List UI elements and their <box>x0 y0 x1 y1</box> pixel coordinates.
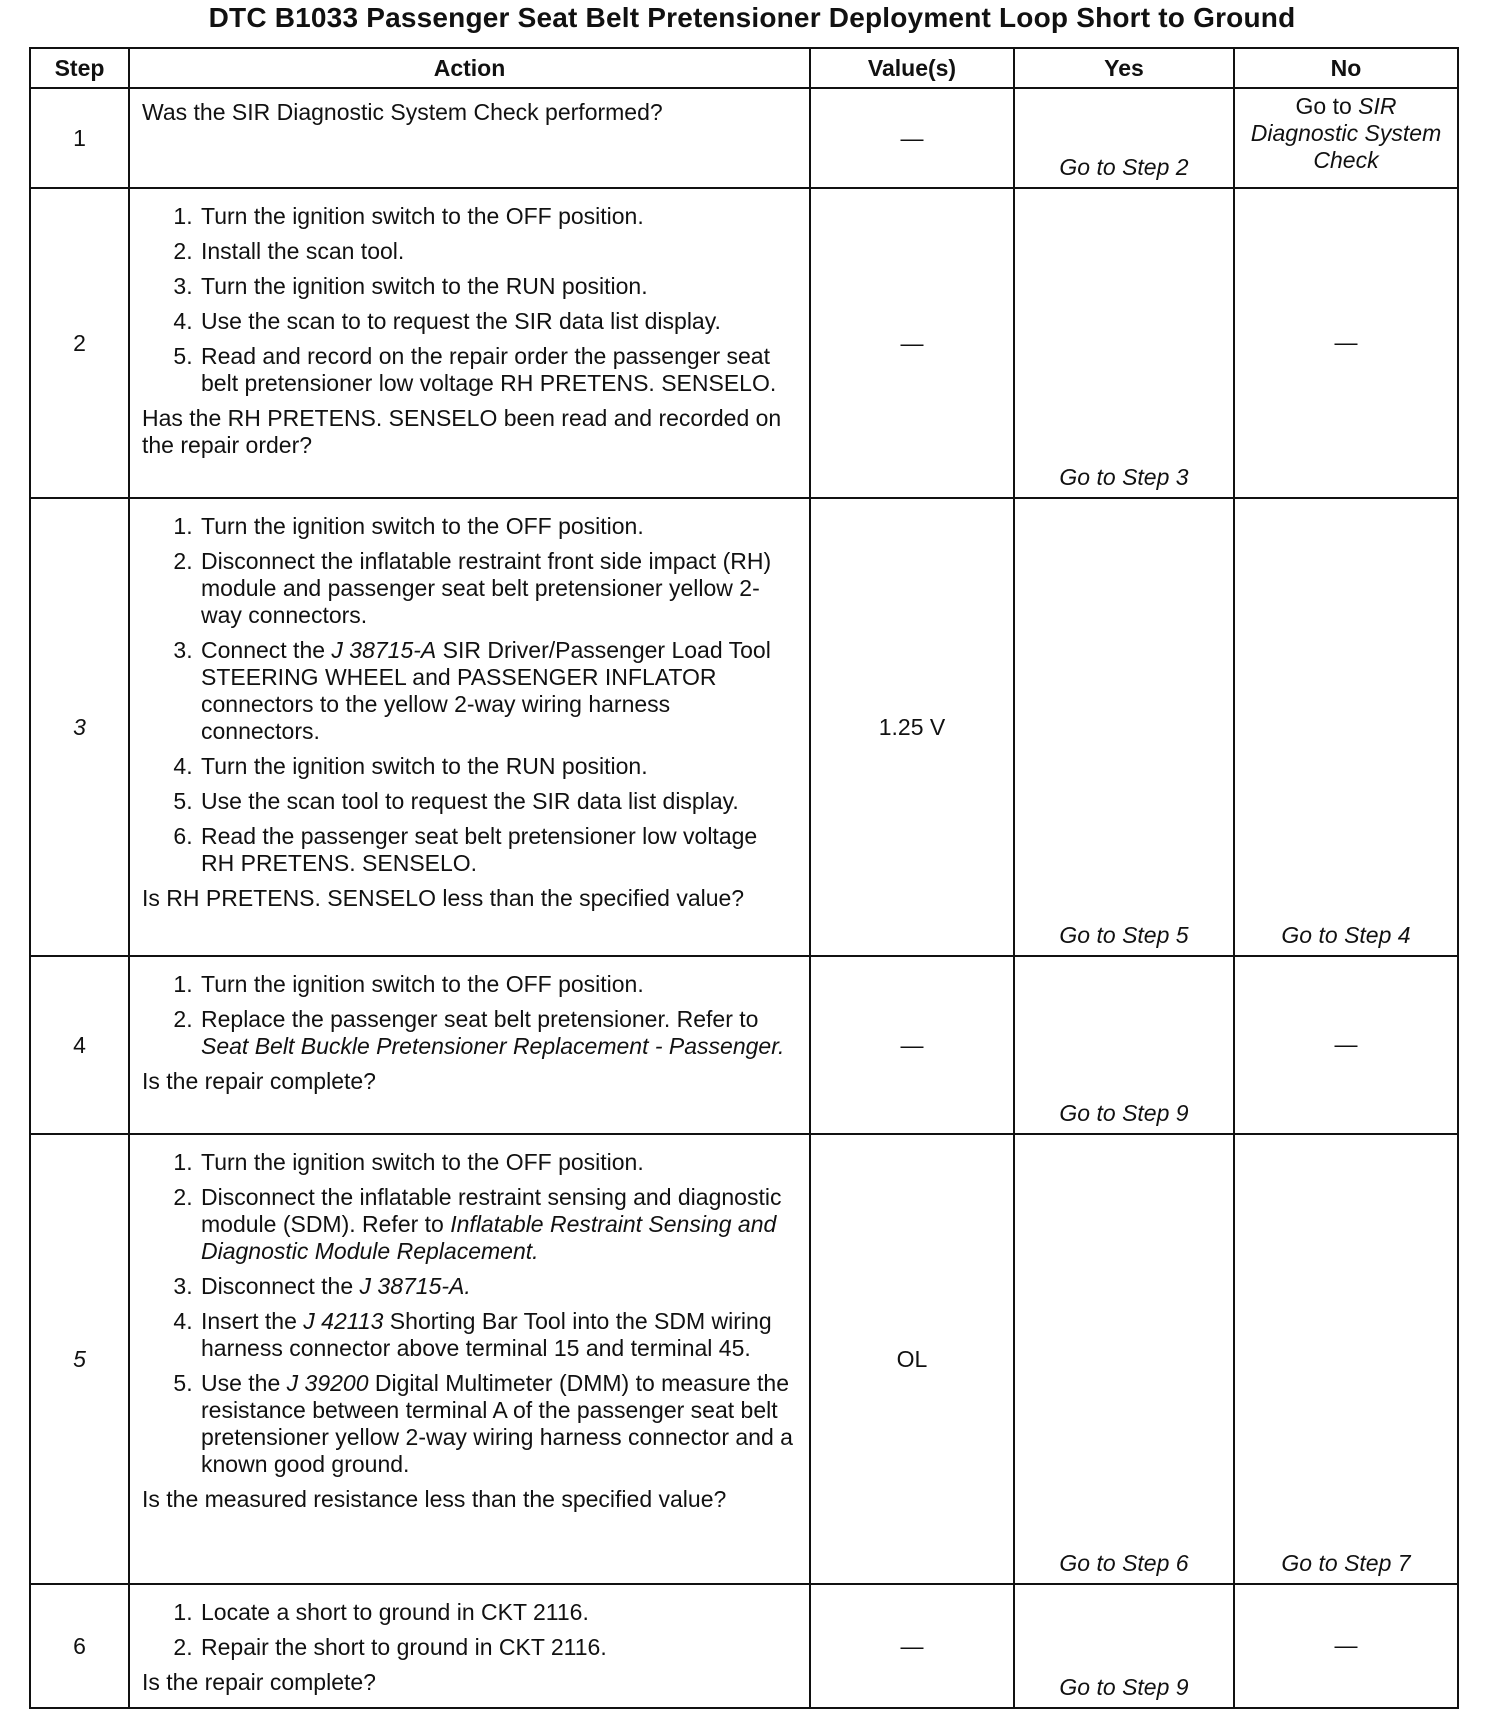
table-row <box>30 956 1458 1134</box>
yes-cell: Go to Step 9 <box>1014 956 1234 1134</box>
action-item: 2. Replace the passenger seat belt pretensioner. Refer to Seat Belt Buckle Pretensioner Replacement - Passenger. <box>199 1006 793 1060</box>
procedure-ref: Inflatable Restraint Sensing and Diagnostic Module Replacement. <box>201 1211 777 1264</box>
action-question: Is the measured resistance less than the specified value? <box>142 1486 727 1512</box>
table-row <box>30 1134 1458 1584</box>
yes-cell: Go to Step 5 <box>1014 498 1234 956</box>
action-question: Is the repair complete? <box>142 1669 376 1695</box>
no-link: SIR Diagnostic System Check <box>1250 93 1442 173</box>
action-item: 4. Use the scan to to request the SIR data list display. <box>199 308 793 335</box>
action-item: 3. Turn the ignition switch to the RUN position. <box>199 273 793 300</box>
procedure-ref: Seat Belt Buckle Pretensioner Replacement - Passenger. <box>201 1033 785 1059</box>
yes-cell: Go to Step 9 <box>1014 1584 1234 1708</box>
action-item: 5. Read and record on the repair order the passenger seat belt pretensioner low voltage RH PRETENS. SENSELO. <box>199 343 793 397</box>
action-item: 5. Use the scan tool to request the SIR data list display. <box>199 788 793 815</box>
tool-ref: J 38715-A <box>331 637 437 663</box>
action-cell <box>129 956 810 1134</box>
action-cell <box>129 1134 810 1584</box>
action-item: 3. Connect the J 38715-A SIR Driver/Passenger Load Tool STEERING WHEEL and PASSENGER INFLATOR connectors to the yellow 2-way wiring harness connectors. <box>199 637 793 745</box>
yes-cell: Go to Step 3 <box>1014 188 1234 498</box>
table-row <box>30 498 1458 956</box>
action-item: 5. Use the J 39200 Digital Multimeter (DMM) to measure the resistance between terminal A of the passenger seat belt pretensioner yellow 2-way wiring harness connector and a known good ground. <box>199 1370 793 1478</box>
no-cell <box>1234 88 1458 188</box>
table-row <box>30 88 1458 188</box>
table-row <box>30 188 1458 498</box>
value-cell: OL <box>810 1134 1014 1584</box>
action-cell <box>129 88 810 188</box>
action-item: 2. Install the scan tool. <box>199 238 793 265</box>
tool-ref: J 42113 <box>303 1308 384 1334</box>
no-cell: — <box>1234 188 1458 498</box>
action-cell <box>129 188 810 498</box>
header-row <box>30 48 1458 88</box>
action-list <box>142 513 793 877</box>
action-list <box>142 1149 793 1478</box>
action-cell <box>129 1584 810 1708</box>
step-number: 3 <box>30 498 129 956</box>
no-cell: — <box>1234 1584 1458 1708</box>
no-cell: — <box>1234 956 1458 1134</box>
action-cell <box>129 498 810 956</box>
header-no: No <box>1234 48 1458 88</box>
action-question: Was the SIR Diagnostic System Check performed? <box>142 99 663 125</box>
value-cell: 1.25 V <box>810 498 1014 956</box>
step-number: 1 <box>30 88 129 188</box>
no-cell: Go to Step 4 <box>1234 498 1458 956</box>
page-title: DTC B1033 Passenger Seat Belt Pretensioner Deployment Loop Short to Ground <box>208 2 1296 33</box>
action-list <box>142 203 793 397</box>
action-question: Is RH PRETENS. SENSELO less than the specified value? <box>142 885 745 911</box>
value-cell: — <box>810 956 1014 1134</box>
yes-cell: Go to Step 6 <box>1014 1134 1234 1584</box>
action-item: 2. Repair the short to ground in CKT 2116. <box>199 1634 793 1661</box>
no-prefix: Go to <box>1295 93 1359 119</box>
action-item: 4. Turn the ignition switch to the RUN position. <box>199 753 793 780</box>
header-yes: Yes <box>1014 48 1234 88</box>
diagnostic-table <box>29 47 1459 1709</box>
no-cell: Go to Step 7 <box>1234 1134 1458 1584</box>
action-question: Is the repair complete? <box>142 1068 376 1094</box>
header-step: Step <box>30 48 129 88</box>
value-cell: — <box>810 188 1014 498</box>
step-number: 6 <box>30 1584 129 1708</box>
header-action: Action <box>129 48 810 88</box>
action-item: 1. Turn the ignition switch to the OFF position. <box>199 971 793 998</box>
action-list <box>142 1599 793 1661</box>
yes-cell: Go to Step 2 <box>1014 88 1234 188</box>
tool-ref: J 38715-A. <box>359 1273 471 1299</box>
value-cell: — <box>810 1584 1014 1708</box>
action-item: 3. Disconnect the J 38715-A. <box>199 1273 793 1300</box>
action-item: 1. Turn the ignition switch to the OFF position. <box>199 513 793 540</box>
action-question: Has the RH PRETENS. SENSELO been read and recorded on the repair order? <box>142 405 782 458</box>
header-values: Value(s) <box>810 48 1014 88</box>
tool-ref: J 39200 <box>286 1370 369 1396</box>
action-item: 4. Insert the J 42113 Shorting Bar Tool into the SDM wiring harness connector above terminal 15 and terminal 45. <box>199 1308 793 1362</box>
step-number: 2 <box>30 188 129 498</box>
action-item: 1. Locate a short to ground in CKT 2116. <box>199 1599 793 1626</box>
step-number: 5 <box>30 1134 129 1584</box>
action-item: 2. Disconnect the inflatable restraint front side impact (RH) module and passenger seat belt pretensioner yellow 2-way connectors. <box>199 548 793 629</box>
action-item: 1. Turn the ignition switch to the OFF position. <box>199 1149 793 1176</box>
action-item: 6. Read the passenger seat belt pretensioner low voltage RH PRETENS. SENSELO. <box>199 823 793 877</box>
action-item: 1. Turn the ignition switch to the OFF position. <box>199 203 793 230</box>
action-item: 2. Disconnect the inflatable restraint sensing and diagnostic module (SDM). Refer to Inflatable Restraint Sensing and Diagnostic Module Replacement. <box>199 1184 793 1265</box>
action-list <box>142 971 793 1060</box>
table-row <box>30 1584 1458 1708</box>
value-cell: — <box>810 88 1014 188</box>
step-number: 4 <box>30 956 129 1134</box>
